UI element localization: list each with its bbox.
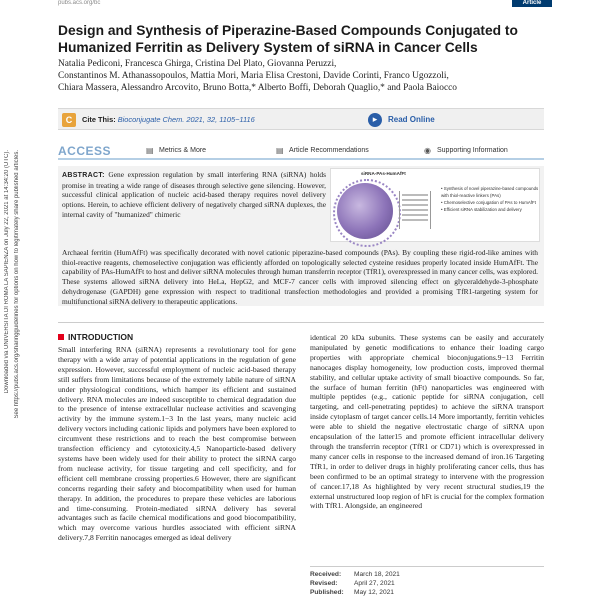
- toc-bullet: • Efficient siRNA stabilization and delivery: [441, 207, 522, 212]
- received-row: [310, 570, 544, 579]
- ferritin-nanocage-image: [337, 183, 393, 239]
- intro-right-column: identical 20 kDa subunits. These systems can be easily and accurately manipulated by genetic modifications to enhance their loading cargo properties with appropriate chemical bioconjugations.9−13 Ferritin nanocages display homogeneity, low production costs, improved thermal stability, and cellular uptake activity of small bioactive compounds. So far, the surface of human ferritin (hFt) nanoparticles was engineered with multiple peptides (e.g., cationic peptide for siRNA conjugation, cell targeting, and cell-penetrating peptides) to achieve the siRNA transport inside cytoplasm of target cancer cells.14 More importantly, ferritin vehicles were able to shield the negative electrostatic charge of siRNA upon encapsulation of the latter15 and promote efficient intracellular delivery through the transferrin receptor (TfR1 or CD71) which is overexpressed in many cancer cells in response to the increased demand of iron.16 Targeting TfR1, in order to deliver drugs in highly proliferating cancer cells, thus has been confirmed to be an optimal strategy to intervene with the progression of cancer.17,18 As highlighted by very recent structural studies,19 the external unstructured loop region of hFt is crucial for the complex formation with TfR1. Alongside, an engineered: [310, 333, 544, 511]
- toc-bullet: • Chemoselective conjugation of PAs to HumAfFt: [441, 200, 536, 205]
- read-online-button[interactable]: [368, 112, 452, 128]
- abstract-part-2: Archaeal ferritin (HumAfFt) was specifically decorated with novel cationic piperazine-based compounds (PAs). By coupling these rigid-rod-like amines with thiol-reactive reagents, chemoselective conjugation was efficiently afforded on topologically selected cysteine residues properly located inside HumAfFt. The capability of PAs-HumAfFt to host and deliver siRNA molecules through human transferrin receptor (TfR1), overexpressed in many cancer cells, was explored. These systems allowed siRNA delivery into HeLa, HepG2, and MCF-7 cancer cells with improved silencing effect on glyceraldehyde-3-phosphate dehydrogenase (GAPDH) gene expression with respect to traditional transfection methodologies and provided a promising TfR1-targeting system for multifunctional siRNA delivery to therapeutic applications.: [62, 248, 538, 306]
- toc-graphic: [330, 168, 540, 242]
- author-line: Constantinos M. Athanassopoulos, Mattia Mori, Maria Elisa Crestoni, Davide Corinti, Franco Ugozzoli,: [58, 71, 449, 81]
- article-title: Design and Synthesis of Piperazine-Based Compounds Conjugated to Humanized Ferritin as Delivery System of siRNA in Cancer Cells: [58, 23, 518, 55]
- author-list: [58, 58, 558, 94]
- read-online-label: Read Online: [388, 115, 435, 124]
- published-row: [310, 588, 544, 597]
- cite-text: [82, 115, 255, 124]
- published-date: May 12, 2021: [354, 589, 394, 596]
- citation-bar: [58, 108, 544, 130]
- revised-date: April 27, 2021: [354, 580, 395, 587]
- author-line: Chiara Massera, Alessandro Arcovito, Bruno Botta,* Alberto Boffi, Deborah Quaglio,* and Paola Baiocco: [58, 83, 457, 93]
- author-line: Natalia Pediconi, Francesca Ghirga, Cristina Del Plato, Giovanna Peruzzi,: [58, 59, 337, 69]
- section-square-icon: [58, 334, 64, 340]
- cite-icon: C: [62, 113, 76, 127]
- metrics-label: Metrics & More: [159, 147, 207, 154]
- supporting-info-link[interactable]: [424, 147, 508, 155]
- access-bar: [58, 146, 544, 160]
- revised-row: [310, 579, 544, 588]
- article-type-tag: Article: [512, 0, 552, 7]
- info-icon: ◉: [424, 146, 431, 155]
- access-label: ACCESS: [58, 144, 112, 158]
- supporting-info-label: Supporting Information: [437, 147, 508, 154]
- revised-label: Revised:: [310, 580, 338, 587]
- abstract-text-1: Gene expression regulation by small interfering RNA (siRNA) holds promise in treating a wide range of diseases through selective gene silencing. However, successful clinical application of nucleic acid-based therapy requires novel delivery options. Herein, to achieve efficient delivery of negatively charged siRNA duplexes, the internal cavity of "humanized" chimeric: [62, 170, 326, 219]
- abstract-box: [58, 166, 544, 306]
- received-date: March 18, 2021: [354, 571, 400, 578]
- cite-reference-link[interactable]: Bioconjugate Chem. 2021, 32, 1105−1116: [117, 115, 255, 124]
- metrics-link[interactable]: [146, 147, 206, 155]
- recommendations-link[interactable]: [276, 147, 369, 155]
- document-icon: ▤: [276, 146, 284, 155]
- side-note-line-1: Downloaded via UNIVERSITA DI ROMA LA SAPIENZA on July 22, 2021 at 14:34:20 (UTC).: [4, 150, 10, 394]
- section-divider: [58, 322, 544, 323]
- cite-label: Cite This:: [82, 115, 116, 124]
- received-label: Received:: [310, 571, 342, 578]
- molecule-structure-image: [399, 191, 431, 229]
- read-online-icon: ▸: [368, 113, 382, 127]
- side-note-line-2: See https://pubs.acs.org/sharingguidelines for options on how to legitimately share published articles.: [14, 150, 20, 419]
- toc-bullet: • Synthesis of novel piperazine-based compounds with thiol-reactive linkers (PAs): [441, 186, 539, 198]
- abstract-part-1: [62, 170, 326, 220]
- published-label: Published:: [310, 589, 344, 596]
- introduction-label: INTRODUCTION: [68, 332, 134, 342]
- download-side-note: [2, 150, 36, 460]
- bar-chart-icon: ▤: [146, 146, 154, 155]
- introduction-heading: [58, 332, 133, 342]
- recommendations-label: Article Recommendations: [289, 147, 369, 154]
- publication-history: [310, 566, 544, 597]
- journal-url[interactable]: pubs.acs.org/bc: [58, 0, 101, 6]
- toc-caption: siRNA-PAs-HumAfFt: [361, 171, 406, 176]
- toc-bullet-list: [441, 185, 539, 213]
- intro-left-column: Small interfering RNA (siRNA) represents a revolutionary tool for gene therapy with a wide array of potential applications in the regulation of gene expression. However, successful employment of nucleic acid-based therapy still suffers from limitations because of the extremely labile nature of siRNA under physiological conditions, which hamper its efficient and sustained delivery. RNA molecules are indeed susceptible to chemical degradation due to the presence of intense extracellular nuclease activities and scavenging activity by the immune system.1−3 In the last years, many nucleic acid delivery vectors including cationic lipids and polymers have been explored to circumvent these restrictions and to reach the best compromise between transfection efficiency and cytotoxicity.4,5 Nanoparticle-based delivery systems have been widely used for their ability to protect the siRNA cargo from nuclease activity, for tissue targeting and cell specificity, and for efficient cell membrane crossing properties.6 However, there are significant concerns regarding their safety and biocompatibility when used for human therapy. In addition, the procedures to prepare these vehicles are laborious and time-consuming. Protein-mediated siRNA delivery has several advantages such as facile chemical modifications and good biocompatibility, which may overcome various hurdles associated with efficient siRNA delivery.7,8 Ferritin nanocages emerged as ideal delivery: [58, 345, 296, 543]
- abstract-heading: ABSTRACT:: [62, 172, 105, 179]
